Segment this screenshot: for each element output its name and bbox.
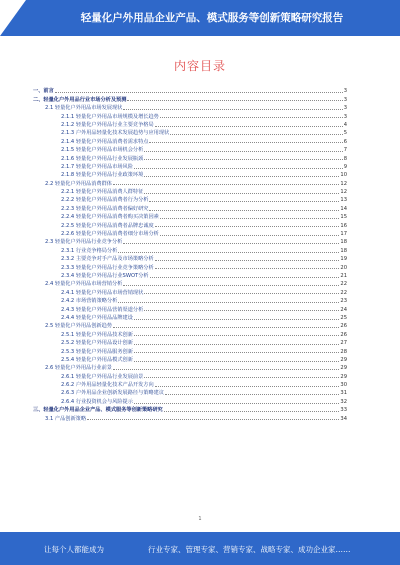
toc-entry-title: 2.1.8 轻量化户外用品行业政策环境 (61, 172, 144, 179)
toc-entry-title: 2.3 轻量化户外用品行业竞争分析 (45, 239, 123, 246)
toc-entry[interactable] (33, 396, 347, 404)
toc-entry-title: 一、前言 (33, 88, 54, 95)
toc-entry-page: 26 (340, 323, 347, 330)
toc-entry-title: 2.1.2 轻量化户外用品行业主要竞争格局 (61, 121, 154, 128)
page-number: 1 (198, 516, 202, 522)
toc-leader-dots (155, 268, 340, 269)
toc-entry[interactable] (33, 405, 347, 413)
toc-entry-page: 28 (340, 348, 347, 355)
toc-entry[interactable] (33, 128, 347, 136)
toc-entry-title: 2.1.3 户外用品轻量化技术发展趋势与应用现状 (61, 130, 170, 137)
footer-slogan-left: 让每个人都能成为 (44, 545, 104, 554)
toc-entry-title: 2.1.4 轻量化户外用品消费者需求特点 (61, 138, 149, 145)
toc-entry-title: 2.2.3 轻量化户外用品消费者偏好研究 (61, 205, 149, 212)
toc-leader-dots (134, 319, 339, 320)
toc-leader-dots (144, 193, 339, 194)
toc-entry-page: 31 (340, 390, 347, 397)
toc-leader-dots (149, 210, 339, 211)
toc-entry-page: 25 (340, 314, 347, 321)
toc-entry[interactable] (33, 136, 347, 144)
toc-entry-title: 2.2.2 轻量化户外用品消费者行为分析 (61, 197, 149, 204)
toc-leader-dots (118, 252, 339, 253)
toc-entry-title: 2.5 轻量化户外用品创新趋势 (45, 323, 112, 330)
toc-leader-dots (134, 352, 339, 353)
toc-entry[interactable] (33, 203, 347, 211)
toc-entry-page: 22 (340, 281, 347, 288)
toc-entry-page: 3 (343, 88, 347, 95)
toc-entry-page: 3 (343, 105, 347, 112)
toc-entry-page: 18 (340, 239, 347, 246)
toc-entry-title: 2.6.3 户外用品企业创新发展路径与策略建议 (61, 390, 165, 397)
toc-entry[interactable] (33, 338, 347, 346)
toc-entry[interactable] (33, 229, 347, 237)
toc-entry-page: 19 (340, 256, 347, 263)
toc-leader-dots (144, 151, 342, 152)
toc-entry-title: 2.6.2 户外用品轻量化技术产品开发方向 (61, 382, 154, 389)
toc-entry-title: 2.4 轻量化户外用品市场营销分析 (45, 281, 123, 288)
footer-slogan-right: 行业专家、管理专家、营销专家、战略专家、成功企业家…… (148, 545, 351, 554)
toc-entry-title: 2.2.5 轻量化户外用品消费者品牌忠诚度 (61, 222, 154, 229)
toc-leader-dots (149, 142, 342, 143)
toc-entry[interactable] (33, 103, 347, 111)
toc-entry-title: 2.1.7 轻量化户外用品市场风险 (61, 163, 133, 170)
toc-entry-page: 5 (343, 130, 347, 137)
toc-leader-dots (123, 109, 342, 110)
toc-leader-dots (113, 369, 339, 370)
toc-leader-dots (144, 159, 342, 160)
toc-entry[interactable] (33, 321, 347, 329)
toc-leader-dots (134, 168, 343, 169)
toc-entry-page: 16 (340, 222, 347, 229)
toc-leader-dots (134, 344, 339, 345)
toc-entry-title: 2.4.2 市场营销策略分析 (61, 298, 118, 305)
toc-entry-page: 21 (340, 272, 347, 279)
toc-entry-page: 24 (340, 306, 347, 313)
toc-entry[interactable] (33, 304, 347, 312)
toc-leader-dots (134, 361, 339, 362)
toc-entry-title: 2.6.1 轻量化户外用品行业发展前景 (61, 373, 144, 380)
toc-leader-dots (87, 419, 339, 420)
toc-entry[interactable] (33, 86, 347, 94)
toc-entry-title: 二、轻量化户外用品行业市场分析及预测 (33, 96, 127, 103)
toc-entry-title: 2.1.6 轻量化户外用品行业发展瓶颈 (61, 155, 144, 162)
toc-entry-title: 2.2.6 轻量化户外用品消费者细分市场分析 (61, 231, 159, 238)
toc-entry[interactable] (33, 371, 347, 379)
toc-entry-page: 26 (340, 331, 347, 338)
toc-entry[interactable] (33, 195, 347, 203)
toc-entry-title: 2.5.4 轻量化户外用品模式创新 (61, 356, 133, 363)
toc-entry-title: 2.2.1 轻量化户外用品消费人群特征 (61, 189, 144, 196)
toc-entry-page: 8 (343, 155, 347, 162)
toc-entry-page: 33 (340, 407, 347, 414)
header-banner (0, 0, 400, 36)
toc-entry-title: 2.2.4 轻量化户外用品消费者购买决策因素 (61, 214, 159, 221)
toc-leader-dots (155, 126, 343, 127)
toc-leader-dots (155, 260, 340, 261)
toc-entry-page: 27 (340, 340, 347, 347)
toc-entry[interactable] (33, 279, 347, 287)
toc-leader-dots (144, 310, 339, 311)
toc-entry-page: 18 (340, 247, 347, 254)
toc-leader-dots (149, 201, 339, 202)
toc-entry-page: 9 (343, 163, 347, 170)
toc-leader-dots (134, 335, 339, 336)
toc-leader-dots (144, 377, 339, 378)
toc-entry-title: 2.5.1 轻量化户外用品技术创新 (61, 331, 133, 338)
toc-entry-page: 29 (340, 365, 347, 372)
toc-leader-dots (118, 302, 339, 303)
toc-entry[interactable] (33, 363, 347, 371)
toc-leader-dots (144, 176, 339, 177)
toc-entry[interactable] (33, 329, 347, 337)
toc-entry[interactable] (33, 212, 347, 220)
toc-entry-page: 12 (340, 189, 347, 196)
toc-entry-page: 13 (340, 197, 347, 204)
toc-entry[interactable] (33, 346, 347, 354)
toc-entry-title: 2.3.1 行业竞争格局分析 (61, 247, 118, 254)
toc-entry-page: 14 (340, 205, 347, 212)
toc-leader-dots (144, 293, 339, 294)
toc-leader-dots (134, 403, 339, 404)
toc-entry-page: 34 (340, 415, 347, 422)
toc-entry[interactable] (33, 220, 347, 228)
toc-entry-page: 12 (340, 180, 347, 187)
toc-entry-title: 2.5.3 轻量化户外用品服务创新 (61, 348, 133, 355)
toc-entry-title: 2.3.4 轻量化户外用品行业SWOT分析 (61, 272, 149, 279)
toc-entry-title: 2.1.1 轻量化户外用品市场规模及增长趋势 (61, 113, 159, 120)
toc-leader-dots (113, 327, 339, 328)
toc-entry-title: 2.6.4 行业投资机会与风险提示 (61, 398, 133, 405)
footer-banner (0, 532, 400, 565)
toc-entry-page: 20 (340, 264, 347, 271)
toc-entry-title: 三、轻量化户外用品企业产品、模式服务等创新策略研究 (33, 407, 163, 414)
toc-entry-page: 23 (340, 298, 347, 305)
toc-entry-page: 10 (340, 172, 347, 179)
toc-leader-dots (55, 92, 343, 93)
toc-leader-dots (160, 218, 340, 219)
toc-entry-title: 2.3.3 轻量化户外用品行业竞争策略分析 (61, 264, 154, 271)
toc-leader-dots (160, 235, 340, 236)
toc-entry-page: 3 (343, 96, 347, 103)
toc-entry[interactable] (33, 296, 347, 304)
document-title: 轻量化户外用品企业产品、模式服务等创新策略研究报告 (80, 12, 344, 24)
toc-leader-dots (113, 184, 339, 185)
toc-entry[interactable] (33, 380, 347, 388)
toc-entry-page: 30 (340, 382, 347, 389)
toc-leader-dots (123, 285, 339, 286)
toc-leader-dots (150, 277, 340, 278)
toc-entry[interactable] (33, 262, 347, 270)
toc-entry-title: 2.6 轻量化户外用品行业前景 (45, 365, 112, 372)
toc-entry[interactable] (33, 178, 347, 186)
toc-entry[interactable] (33, 162, 347, 170)
toc-leader-dots (127, 100, 342, 101)
toc-entry[interactable] (33, 170, 347, 178)
toc-leader-dots (164, 411, 340, 412)
toc-entry[interactable] (33, 245, 347, 253)
toc-entry-title: 2.1.5 轻量化户外用品市场机会分析 (61, 147, 144, 154)
header-notch (0, 0, 26, 36)
toc-entry-page: 17 (340, 231, 347, 238)
toc-entry-page: 29 (340, 373, 347, 380)
toc-entry-page: 7 (343, 147, 347, 154)
table-of-contents (33, 86, 347, 422)
toc-entry[interactable] (33, 94, 347, 102)
toc-leader-dots (170, 134, 342, 135)
toc-leader-dots (160, 117, 343, 118)
toc-entry[interactable] (33, 254, 347, 262)
toc-entry-page: 4 (343, 121, 347, 128)
toc-leader-dots (155, 226, 340, 227)
toc-entry-title: 2.1 轻量化户外用品市场发展现状 (45, 105, 123, 112)
toc-entry-title: 2.4.3 轻量化户外用品营销渠道分析 (61, 306, 144, 313)
toc-entry[interactable] (33, 153, 347, 161)
toc-entry[interactable] (33, 287, 347, 295)
toc-entry-title: 2.2 轻量化户外用品消费群体 (45, 180, 112, 187)
toc-leader-dots (165, 394, 339, 395)
toc-entry-page: 22 (340, 289, 347, 296)
toc-entry-title: 2.5.2 轻量化户外用品设计创新 (61, 340, 133, 347)
toc-entry[interactable] (33, 187, 347, 195)
toc-heading: 内容目录 (173, 59, 226, 73)
toc-entry[interactable] (33, 237, 347, 245)
toc-entry-title: 2.4.4 轻量化户外用品品牌建设 (61, 314, 133, 321)
toc-entry[interactable] (33, 145, 347, 153)
toc-entry-title: 2.3.2 主要竞争对手产品及市场策略分析 (61, 256, 154, 263)
toc-entry[interactable] (33, 111, 347, 119)
toc-entry[interactable] (33, 271, 347, 279)
toc-entry[interactable] (33, 120, 347, 128)
toc-entry-page: 6 (343, 138, 347, 145)
toc-entry[interactable] (33, 388, 347, 396)
toc-entry-page: 32 (340, 398, 347, 405)
toc-entry-title: 2.4.1 轻量化户外用品市场营销现状 (61, 289, 144, 296)
toc-entry-page: 29 (340, 356, 347, 363)
toc-leader-dots (155, 386, 340, 387)
toc-leader-dots (123, 243, 339, 244)
toc-entry[interactable] (33, 355, 347, 363)
toc-entry[interactable] (33, 313, 347, 321)
toc-entry[interactable] (33, 413, 347, 421)
toc-entry-title: 3.1 产品创新策略 (45, 415, 87, 422)
toc-entry-page: 3 (343, 113, 347, 120)
toc-entry-page: 15 (340, 214, 347, 221)
